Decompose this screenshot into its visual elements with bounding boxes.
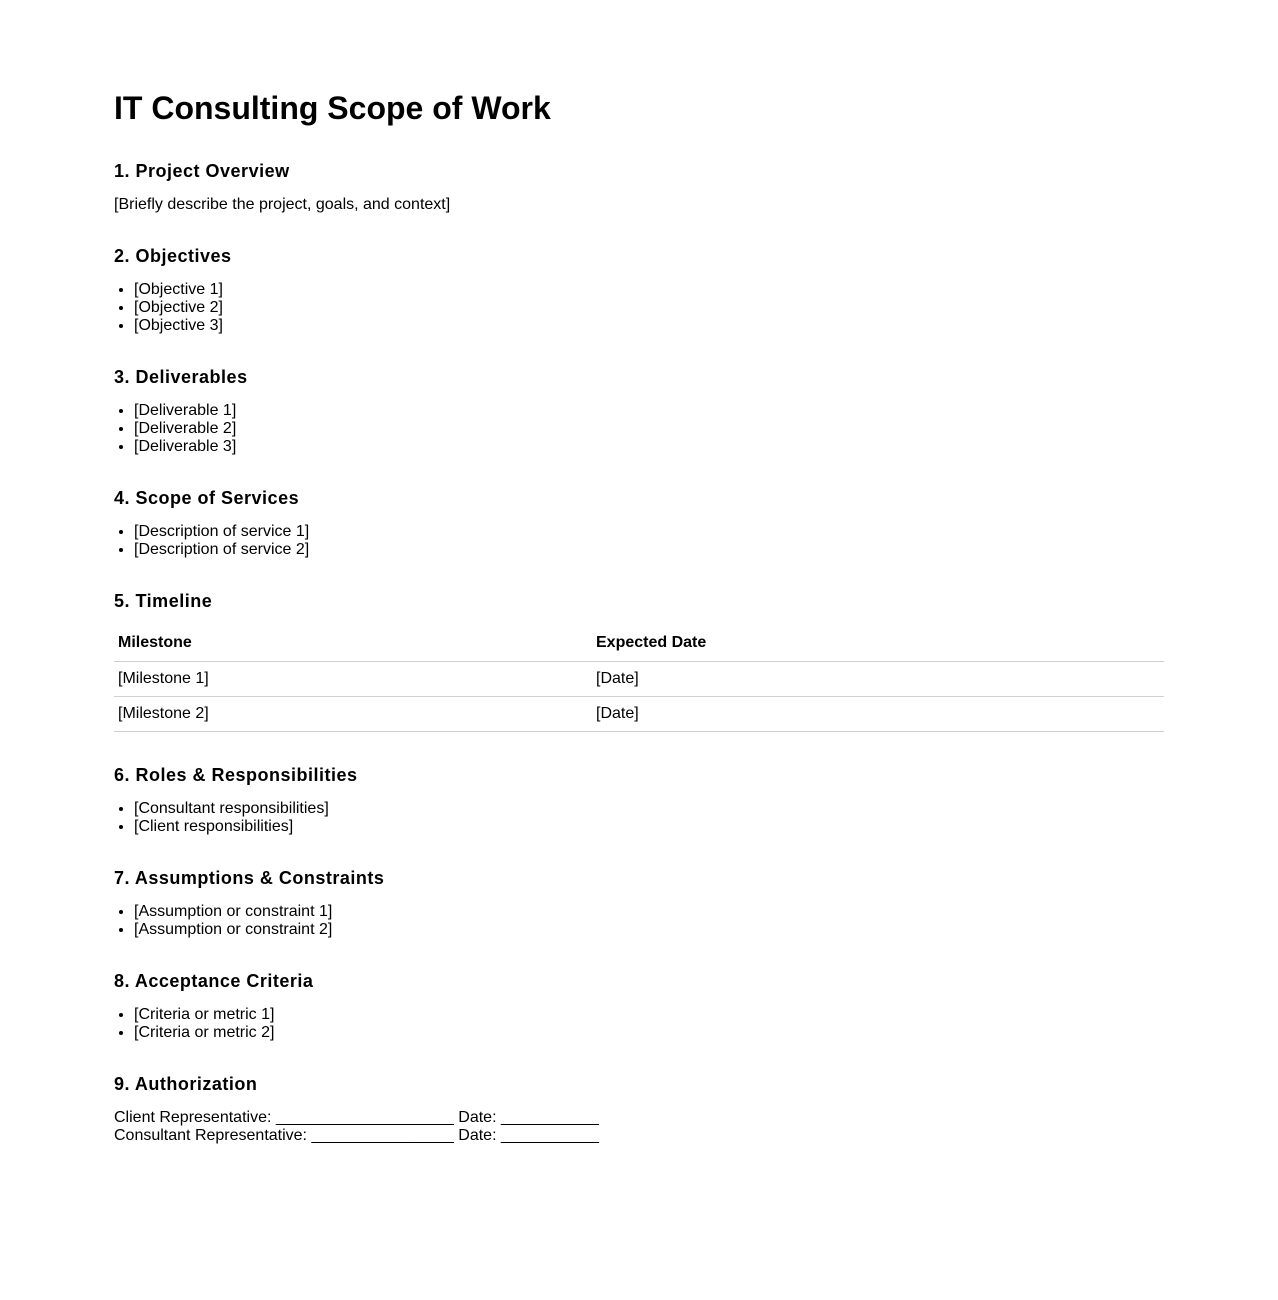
section-heading: 5. Timeline [114,591,213,611]
objectives-list [114,281,1164,335]
services-list [114,523,1164,559]
section-deliverables [114,366,1164,456]
list-item: • [Deliverable 3] [134,438,1164,456]
table-row [114,697,1164,732]
section-assumptions [114,867,1164,939]
section-scope-of-services [114,487,1164,559]
column-header-expected-date: Expected Date [592,626,1164,662]
section-project-overview [114,160,1164,214]
acceptance-list [114,1006,1164,1042]
section-heading: 3. Deliverables [114,367,248,387]
client-signature-line: Client Representative: ____________________ Date: ___________ [114,1109,599,1126]
page-title: IT Consulting Scope of Work [114,90,551,126]
section-acceptance-criteria [114,970,1164,1042]
section-heading: 1. Project Overview [114,161,290,181]
deliverables-list [114,402,1164,456]
section-heading: 8. Acceptance Criteria [114,971,314,991]
milestone-cell: [Milestone 1] [114,662,592,697]
section-timeline [114,590,1164,732]
assumptions-list [114,903,1164,939]
list-item: • [Deliverable 2] [134,420,1164,438]
list-item: • [Assumption or constraint 1] [134,903,1164,921]
list-item: • [Deliverable 1] [134,402,1164,420]
section-heading: 2. Objectives [114,246,232,266]
list-item: • [Description of service 1] [134,523,1164,541]
overview-text: [Briefly describe the project, goals, and context] [114,196,451,213]
column-header-milestone: Milestone [114,626,592,662]
timeline-table [114,626,1164,732]
milestone-cell: [Milestone 2] [114,697,592,732]
list-item: • [Criteria or metric 1] [134,1006,1164,1024]
roles-list [114,800,1164,836]
section-roles [114,764,1164,836]
section-heading: 6. Roles & Responsibilities [114,765,358,785]
date-cell: [Date] [592,697,1164,732]
signature-block [114,1109,1164,1145]
list-item: • [Objective 2] [134,299,1164,317]
list-item: • [Objective 3] [134,317,1164,335]
section-objectives [114,245,1164,335]
list-item: • [Assumption or constraint 2] [134,921,1164,939]
list-item: • [Criteria or metric 2] [134,1024,1164,1042]
list-item: • [Consultant responsibilities] [134,800,1164,818]
section-authorization [114,1073,1164,1145]
section-heading: 4. Scope of Services [114,488,300,508]
section-heading: 9. Authorization [114,1074,258,1094]
document [114,88,1164,1145]
list-item: • [Description of service 2] [134,541,1164,559]
table-header-row [114,626,1164,662]
list-item: • [Client responsibilities] [134,818,1164,836]
section-heading: 7. Assumptions & Constraints [114,868,385,888]
date-cell: [Date] [592,662,1164,697]
list-item: • [Objective 1] [134,281,1164,299]
table-row [114,662,1164,697]
consultant-signature-line: Consultant Representative: ________________ Date: ___________ [114,1127,599,1144]
